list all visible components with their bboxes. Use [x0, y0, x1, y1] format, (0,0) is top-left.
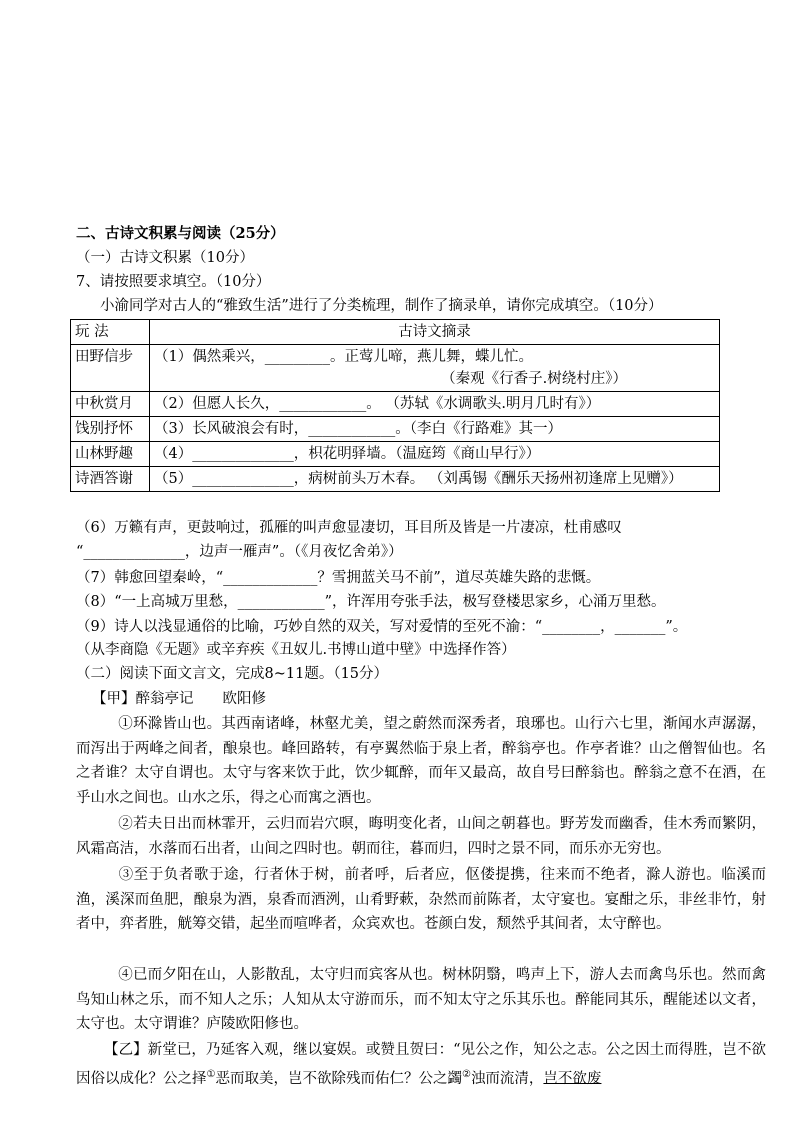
subsection-1: （一）古诗文积累（10分）: [76, 250, 254, 266]
table-cell: （3）长风破浪会有时，____________。（李白《行路难》其一）: [150, 417, 720, 442]
table-row: [71, 442, 720, 467]
table-row: [71, 467, 720, 492]
table-cell: （4）______________，枳花明驿墙。（温庭筠《商山早行》）: [150, 442, 720, 467]
question-8: （8）“一上高城万里愁，____________”，许浑用夸张手法，极写登楼思家乡，心涌万里愁。: [76, 594, 666, 610]
table-cell: 诗酒答谢: [71, 467, 150, 492]
table-cell: （2）但愿人长久，____________。 （苏轼《水调歌头.明月几时有》）: [150, 392, 720, 417]
table-cell: （5）______________，病树前头万木春。 （刘禹锡《酬乐天扬州初逢席上见赠》）: [150, 467, 720, 492]
paragraph-text: 【乙】新堂已，乃延客入观，继以宴娱。或赞且贺曰：“见公之作，知公之志。公之因土而得胜，岂不欲因俗以成化？公之择: [76, 1042, 766, 1087]
table-row: [71, 345, 720, 392]
table-cell: [150, 345, 720, 392]
question-7-intro: 小渝同学对古人的“雅致生活”进行了分类梳理，制作了摘录单，请你完成填空。（10分）: [100, 298, 663, 314]
excerpt-table: [70, 319, 720, 492]
footnote-marker: ①: [206, 1068, 216, 1080]
question-6-line1: （6）万籁有声，更鼓响过，孤雁的叫声愈显凄切，耳目所及皆是一片凄凉，杜甫感叹: [76, 520, 622, 536]
paragraph-3: [76, 863, 766, 937]
table-row: [71, 392, 720, 417]
paragraph-1: [76, 712, 766, 810]
paragraph-text: ①环滁皆山也。其西南诸峰，林壑尤美，望之蔚然而深秀者，琅琊也。山行六七里，渐闻水声潺潺，而泻出于两峰之间者，酿泉也。峰回路转，有亭翼然临于泉上者，醉翁亭也。作亭者谁？山之僧智仙也。名之者谁？太守自谓也。太守与客来饮于此，饮少辄醉，而年又最高，故自号曰醉翁也。醉翁之意不在酒，在乎山水之间也。山水之乐，得之心而寓之酒也。: [76, 716, 766, 806]
paragraph-text: 浊而流清，: [470, 1070, 544, 1087]
table-row: [71, 417, 720, 442]
table-cell-text: （1）偶然乘兴，_________。正莺儿啼，燕儿舞，蝶儿忙。: [154, 349, 533, 365]
question-7: 7、请按照要求填空。（10分）: [76, 274, 271, 290]
question-9: （9）诗人以浅显通俗的比喻，巧妙自然的双关，写对爱情的至死不渝：“________，_______”。: [76, 619, 688, 635]
paragraph-text: ④已而夕阳在山，人影散乱，太守归而宾客从也。树林阴翳，鸣声上下，游人去而禽鸟乐也。然而禽鸟知山林之乐，而不知人之乐；人知从太守游而乐，而不知太守之乐其乐也。醉能同其乐，醒能述以文者，太守也。太守谓谁？庐陵欧阳修也。: [76, 967, 766, 1032]
passage-jia-title: 【甲】醉翁亭记 欧阳修: [92, 691, 266, 707]
table-cell-source: （秦观《行香子.树绕村庄》）: [441, 371, 627, 387]
paragraph-2: [76, 812, 766, 861]
paragraph-4: [76, 963, 766, 1037]
paragraph-text: 恶而取美，岂不欲除残而佑仁？公之蠲: [215, 1070, 462, 1087]
subsection-2: （二）阅读下面文言文，完成8~11题。（15分）: [76, 666, 389, 682]
question-6-line2: “______________，边声一雁声”。（《月夜忆舍弟》）: [76, 544, 403, 560]
table-header-cell: 玩 法: [71, 320, 150, 345]
section-title: 二、古诗文积累与阅读（25分）: [76, 225, 285, 242]
question-7b: （7）韩愈回望秦岭，“_____________？雪拥蓝关马不前”，道尽英雄失路的悲慨。: [76, 570, 601, 586]
table-cell: 中秋赏月: [71, 392, 150, 417]
question-9-note: （从李商隐《无题》或辛弃疾《丑奴儿.书博山道中壁》中选择作答）: [76, 642, 516, 658]
table-header-cell: 古诗文摘录: [150, 320, 720, 345]
table-header-row: [71, 320, 720, 345]
table-cell: 田野信步: [71, 345, 150, 392]
underlined-text: 岂不欲废: [543, 1070, 602, 1087]
footnote-marker: ②: [461, 1068, 471, 1080]
paragraph-5: [76, 1038, 766, 1091]
table-cell: 饯别抒怀: [71, 417, 150, 442]
paragraph-text: ③至于负者歌于途，行者休于树，前者呼，后者应，伛偻提携，往来而不绝者，滁人游也。临溪而渔，溪深而鱼肥，酿泉为酒，泉香而酒洌，山肴野蔌，杂然而前陈者，太守宴也。宴酣之乐，非丝非竹，射者中，弈者胜，觥筹交错，起坐而喧哗者，众宾欢也。苍颜白发，颓然乎其间者，太守醉也。: [76, 867, 766, 932]
table-cell: 山林野趣: [71, 442, 150, 467]
paragraph-text: ②若夫日出而林霏开，云归而岩穴暝，晦明变化者，山间之朝暮也。野芳发而幽香，佳木秀而繁阴，风霜高洁，水落而石出者，山间之四时也。朝而往，暮而归，四时之景不同，而乐亦无穷也。: [76, 816, 766, 857]
